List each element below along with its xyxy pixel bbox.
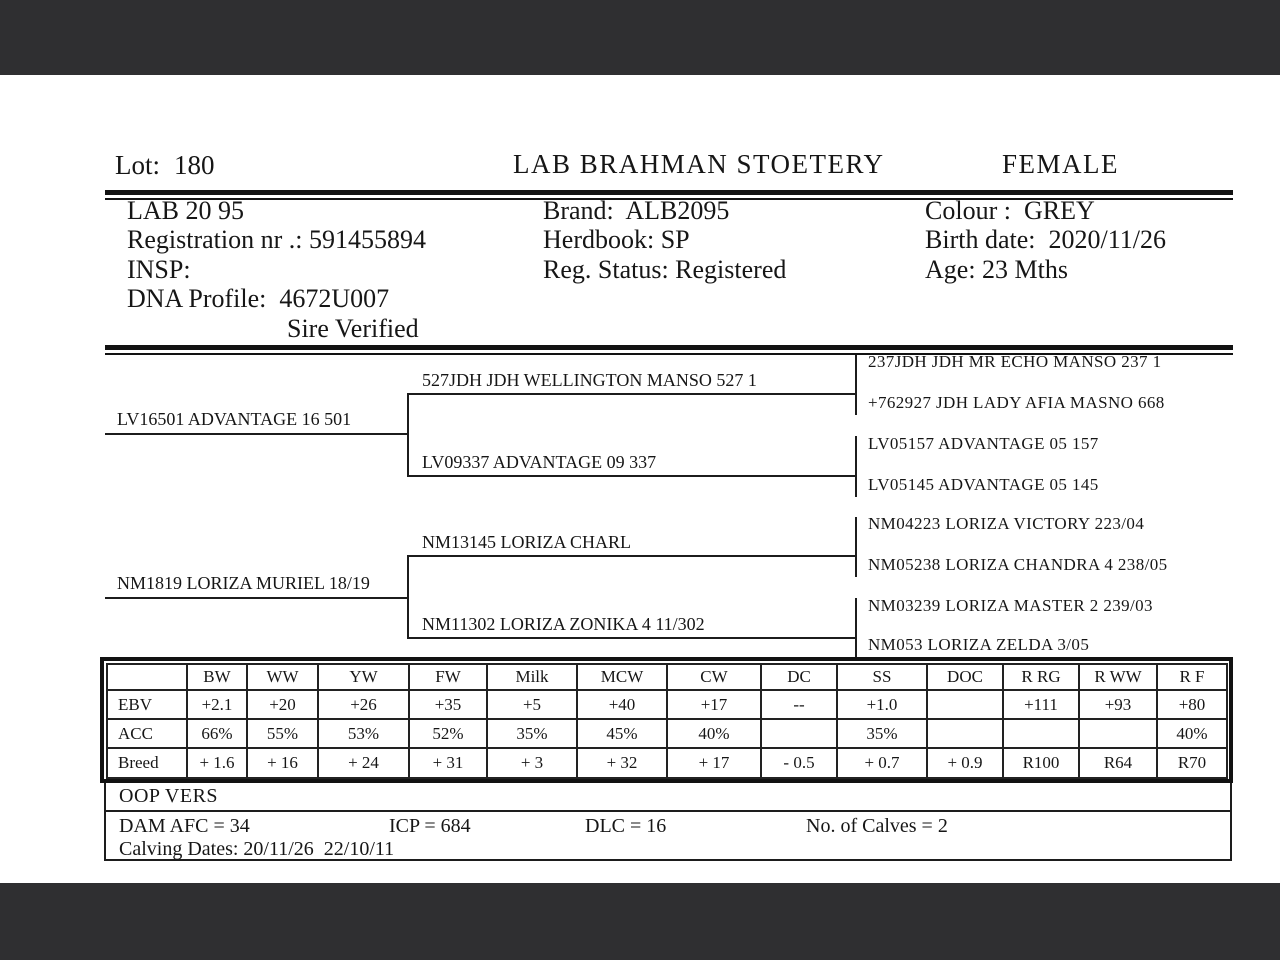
pedigree-grandsire-maternal: NM13145 LORIZA CHARL bbox=[422, 532, 632, 552]
ebv-header-cell: Milk bbox=[487, 664, 577, 690]
ebv-header-cell: R RG bbox=[1003, 664, 1079, 690]
sex-label: FEMALE bbox=[1002, 149, 1119, 179]
ebv-header-cell: MCW bbox=[577, 664, 667, 690]
ebv-cell: 55% bbox=[247, 719, 318, 748]
ebv-cell: +93 bbox=[1079, 690, 1157, 719]
icp-stat: ICP = 684 bbox=[389, 815, 471, 837]
ebv-cell: +5 bbox=[487, 690, 577, 719]
ebv-header-cell: DOC bbox=[927, 664, 1003, 690]
pedigree-bracket-sire bbox=[407, 393, 409, 477]
pedigree-line-dam bbox=[105, 597, 407, 599]
pedigree-line-gp4 bbox=[407, 637, 857, 639]
ebv-cell: + 17 bbox=[667, 748, 761, 778]
ebv-cell bbox=[927, 690, 1003, 719]
page-title: LAB BRAHMAN STOETERY bbox=[513, 149, 885, 179]
pedigree-great-grandparent-1: 237JDH JDH MR ECHO MANSO 237 1 bbox=[868, 352, 1162, 371]
pedigree-line-sire bbox=[105, 433, 407, 435]
ebv-cell: +1.0 bbox=[837, 690, 927, 719]
pedigree-great-grandparent-6: NM05238 LORIZA CHANDRA 4 238/05 bbox=[868, 555, 1168, 574]
ebv-cell: +2.1 bbox=[187, 690, 247, 719]
ebv-row-label: Breed bbox=[107, 748, 187, 778]
ebv-cell: + 24 bbox=[318, 748, 409, 778]
pedigree-granddam-maternal: NM11302 LORIZA ZONIKA 4 11/302 bbox=[422, 614, 705, 634]
brand-field: Brand: ALB2095 bbox=[543, 196, 730, 225]
dam-afc-stat: DAM AFC = 34 bbox=[119, 815, 250, 837]
reg-status-field: Reg. Status: Registered bbox=[543, 255, 787, 284]
ebv-cell bbox=[927, 719, 1003, 748]
ebv-header-cell: R F bbox=[1157, 664, 1227, 690]
ebv-table bbox=[100, 657, 1233, 783]
birth-date-field: Birth date: 2020/11/26 bbox=[925, 225, 1166, 254]
lot-label: Lot: bbox=[115, 150, 160, 180]
ebv-cell: +40 bbox=[577, 690, 667, 719]
ebv-row bbox=[107, 690, 1227, 719]
herdbook-field: Herdbook: SP bbox=[543, 225, 690, 254]
ebv-cell: + 1.6 bbox=[187, 748, 247, 778]
pedigree-great-grandparent-2: +762927 JDH LADY AFIA MASNO 668 bbox=[868, 393, 1165, 412]
pedigree-great-grandparent-7: NM03239 LORIZA MASTER 2 239/03 bbox=[868, 596, 1153, 615]
sire-verified-note: Sire Verified bbox=[287, 314, 419, 343]
ebv-header-cell: CW bbox=[667, 664, 761, 690]
registration-number: Registration nr .: 591455894 bbox=[127, 225, 426, 254]
ebv-cell: + 0.9 bbox=[927, 748, 1003, 778]
pedigree-line-gp3 bbox=[407, 555, 857, 557]
pedigree-line-gp1 bbox=[407, 393, 857, 395]
ebv-cell: 52% bbox=[409, 719, 487, 748]
ebv-header-cell: SS bbox=[837, 664, 927, 690]
ebv-cell: 40% bbox=[1157, 719, 1227, 748]
ebv-cell: 35% bbox=[837, 719, 927, 748]
ebv-cell: 45% bbox=[577, 719, 667, 748]
pedigree-bracket-ggp2 bbox=[855, 436, 857, 497]
ebv-cell: + 16 bbox=[247, 748, 318, 778]
lot-field bbox=[115, 151, 215, 180]
ebv-header-cell: BW bbox=[187, 664, 247, 690]
ebv-header-cell: YW bbox=[318, 664, 409, 690]
pedigree-bracket-ggp3 bbox=[855, 517, 857, 577]
ebv-cell: +26 bbox=[318, 690, 409, 719]
ebv-cell bbox=[1003, 719, 1079, 748]
ebv-cell: + 3 bbox=[487, 748, 577, 778]
ebv-cell: +80 bbox=[1157, 690, 1227, 719]
pedigree-bracket-ggp4 bbox=[855, 598, 857, 657]
ebv-header-cell bbox=[107, 664, 187, 690]
oop-vers-label: OOP VERS bbox=[106, 783, 1230, 812]
top-letterbox-bar bbox=[0, 0, 1280, 75]
fertility-stats-row bbox=[106, 812, 1230, 859]
ebv-cell: R70 bbox=[1157, 748, 1227, 778]
pedigree-great-grandparent-3: LV05157 ADVANTAGE 05 157 bbox=[868, 434, 1099, 453]
ebv-cell: 40% bbox=[667, 719, 761, 748]
ebv-cell: + 0.7 bbox=[837, 748, 927, 778]
ebv-cell: - 0.5 bbox=[761, 748, 837, 778]
ebv-header-row bbox=[107, 664, 1227, 690]
ebv-cell: R64 bbox=[1079, 748, 1157, 778]
ebv-cell: 66% bbox=[187, 719, 247, 748]
insp-field: INSP: bbox=[127, 255, 191, 284]
pedigree-dam: NM1819 LORIZA MURIEL 18/19 bbox=[117, 573, 370, 593]
dna-profile: DNA Profile: 4672U007 bbox=[127, 284, 390, 313]
age-field: Age: 23 Mths bbox=[925, 255, 1068, 284]
herd-id: LAB 20 95 bbox=[127, 196, 244, 225]
ebv-cell bbox=[761, 719, 837, 748]
fertility-summary-box bbox=[104, 783, 1232, 861]
ebv-cell: +20 bbox=[247, 690, 318, 719]
dlc-stat: DLC = 16 bbox=[585, 815, 667, 837]
ebv-row-label: EBV bbox=[107, 690, 187, 719]
ebv-row-label: ACC bbox=[107, 719, 187, 748]
ebv-header-cell: WW bbox=[247, 664, 318, 690]
bottom-letterbox-bar bbox=[0, 883, 1280, 960]
ebv-cell: + 31 bbox=[409, 748, 487, 778]
pedigree-bracket-dam bbox=[407, 555, 409, 639]
ebv-cell: R100 bbox=[1003, 748, 1079, 778]
pedigree-great-grandparent-4: LV05145 ADVANTAGE 05 145 bbox=[868, 475, 1099, 494]
ebv-cell: 53% bbox=[318, 719, 409, 748]
ebv-cell: -- bbox=[761, 690, 837, 719]
pedigree-grandsire-paternal: 527JDH JDH WELLINGTON MANSO 527 1 bbox=[422, 370, 757, 390]
pedigree-sire: LV16501 ADVANTAGE 16 501 bbox=[117, 409, 352, 429]
pedigree-line-gp2 bbox=[407, 475, 857, 477]
ebv-cell: +111 bbox=[1003, 690, 1079, 719]
ebv-header-cell: FW bbox=[409, 664, 487, 690]
acc-row bbox=[107, 719, 1227, 748]
ebv-header-cell: DC bbox=[761, 664, 837, 690]
ebv-cell: +35 bbox=[409, 690, 487, 719]
ebv-cell: + 32 bbox=[577, 748, 667, 778]
pedigree-bracket-ggp1 bbox=[855, 355, 857, 415]
calving-dates: Calving Dates: 20/11/26 22/10/11 bbox=[119, 838, 395, 860]
pedigree-great-grandparent-8: NM053 LORIZA ZELDA 3/05 bbox=[868, 635, 1090, 654]
calves-count-stat: No. of Calves = 2 bbox=[806, 815, 948, 837]
ebv-cell: 35% bbox=[487, 719, 577, 748]
ebv-cell: +17 bbox=[667, 690, 761, 719]
ebv-cell bbox=[1079, 719, 1157, 748]
lot-number: 180 bbox=[174, 150, 215, 180]
pedigree-granddam-paternal: LV09337 ADVANTAGE 09 337 bbox=[422, 452, 657, 472]
breed-row bbox=[107, 748, 1227, 778]
ebv-header-cell: R WW bbox=[1079, 664, 1157, 690]
colour-field: Colour : GREY bbox=[925, 196, 1095, 225]
pedigree-great-grandparent-5: NM04223 LORIZA VICTORY 223/04 bbox=[868, 514, 1145, 533]
